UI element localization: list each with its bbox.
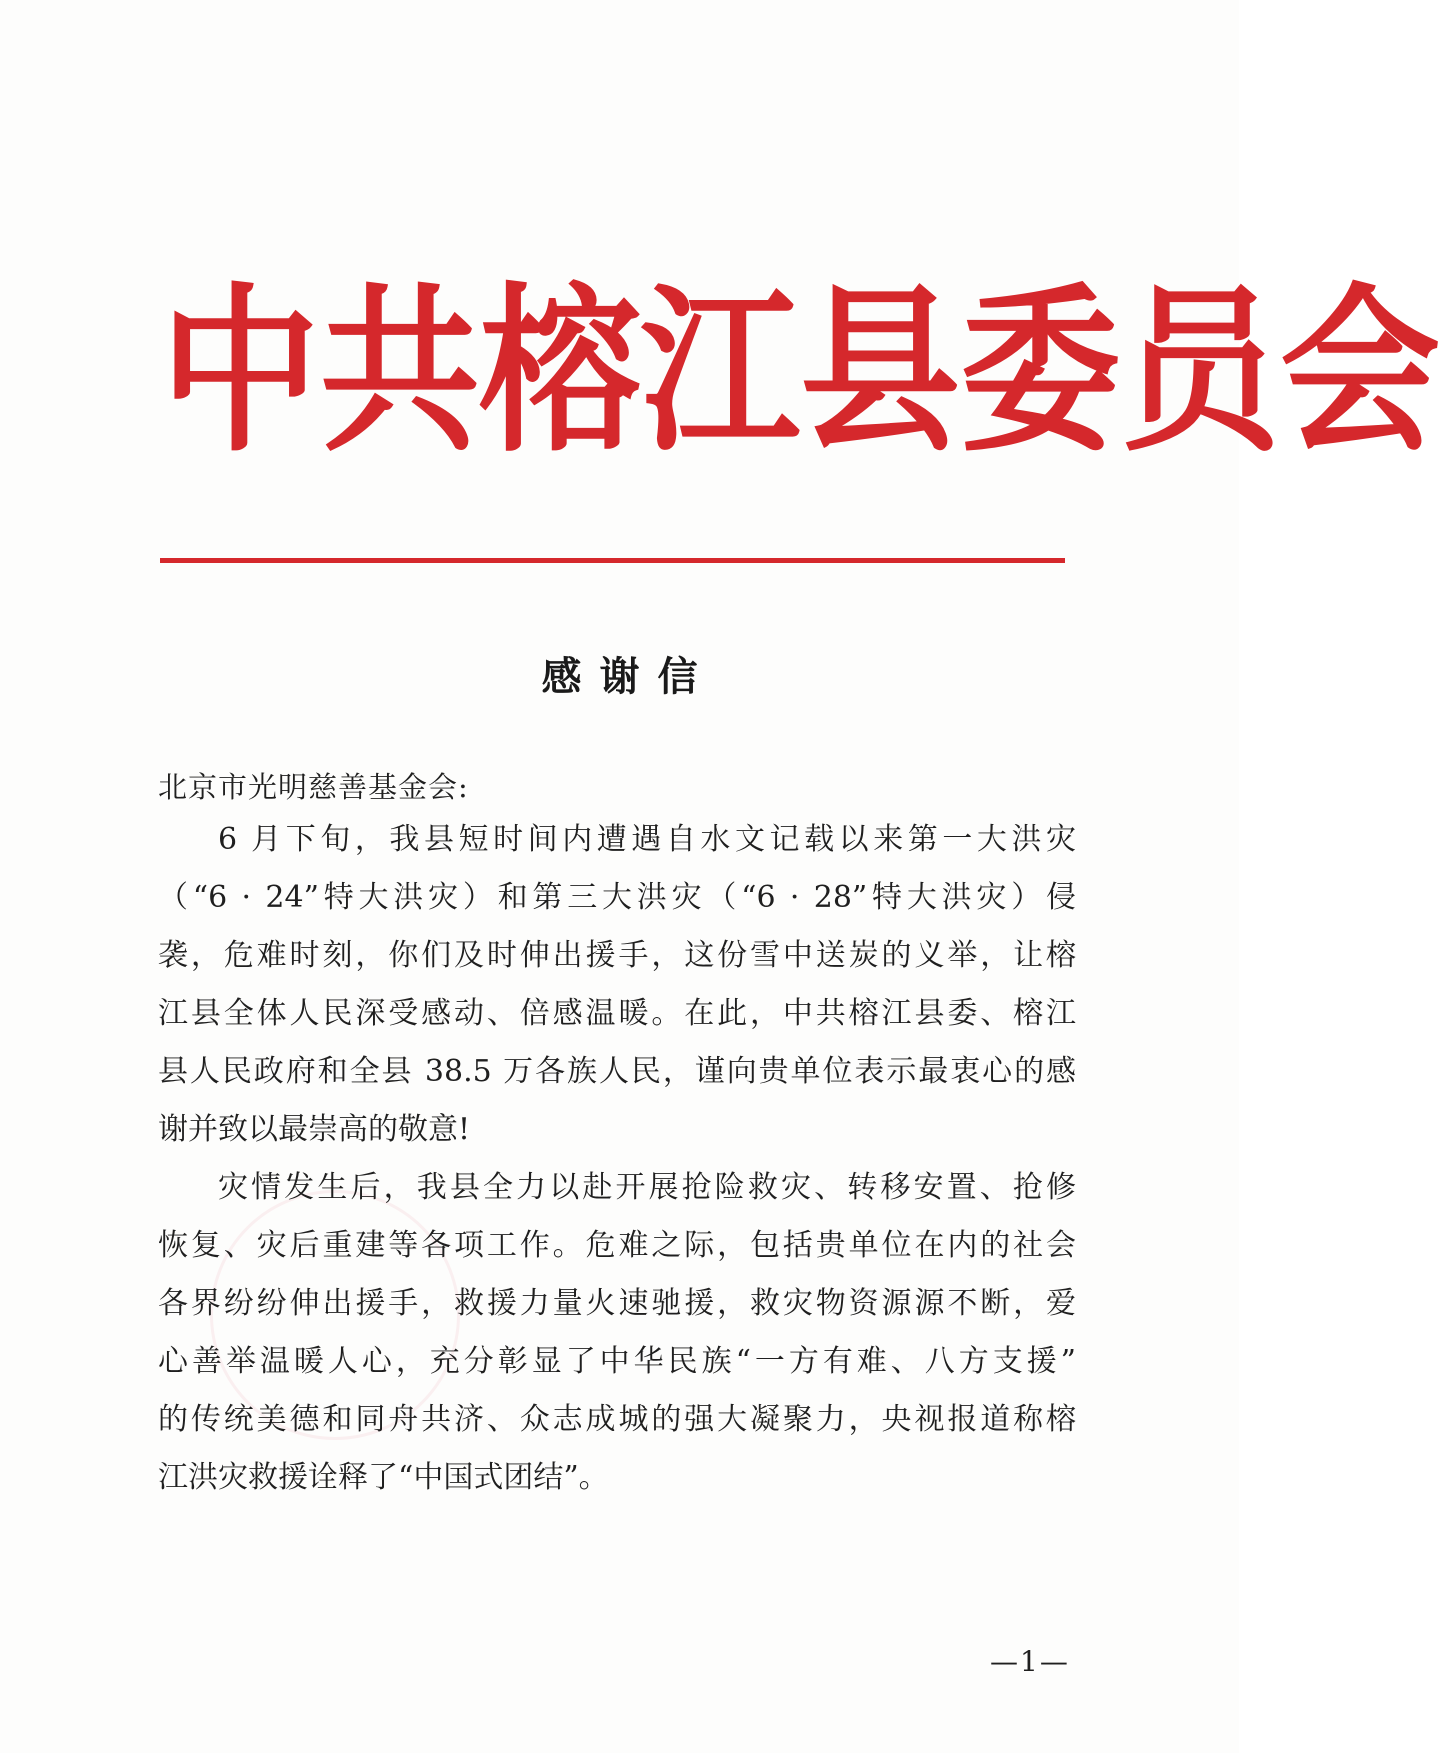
issuer-title-char: 江 bbox=[640, 266, 801, 477]
body-line: 心善举温暖人心，充分彰显了中华民族“一方有难、八方支援” bbox=[158, 1344, 1076, 1379]
issuer-title-char: 县 bbox=[800, 266, 961, 477]
body-line: 县人民政府和全县 38.5 万各族人民，谨向贵单位表示最衷心的感 bbox=[158, 1054, 1076, 1089]
issuer-title-char: 委 bbox=[960, 266, 1121, 477]
body-line: 各界纷纷伸出援手，救援力量火速驰援，救灾物资源源不断，爱 bbox=[158, 1286, 1076, 1321]
body-line: 恢复、灾后重建等各项工作。危难之际，包括贵单位在内的社会 bbox=[158, 1228, 1076, 1263]
body-line: （“6 · 24”特大洪灾）和第三大洪灾（“6 · 28”特大洪灾）侵 bbox=[158, 880, 1076, 915]
header-red-rule bbox=[160, 558, 1065, 563]
salutation: 北京市光明慈善基金会: bbox=[158, 770, 469, 804]
body-line: 谢并致以最崇高的敬意! bbox=[158, 1112, 471, 1147]
issuer-title-char: 会 bbox=[1280, 266, 1440, 477]
body-line: 江洪灾救援诠释了“中国式团结”。 bbox=[158, 1460, 609, 1495]
body-line: 6 月下旬，我县短时间内遭遇自水文记载以来第一大洪灾 bbox=[218, 822, 1076, 857]
issuer-title-char: 榕 bbox=[480, 266, 641, 477]
issuer-title-char: 中 bbox=[160, 266, 321, 477]
issuer-header-title bbox=[160, 260, 1440, 484]
issuer-title-char: 员 bbox=[1120, 266, 1281, 477]
body-line: 灾情发生后，我县全力以赴开展抢险救灾、转移安置、抢修 bbox=[218, 1170, 1076, 1205]
letter-title: 感谢信 bbox=[541, 653, 716, 700]
body-line: 江县全体人民深受感动、倍感温暖。在此，中共榕江县委、榕江 bbox=[158, 996, 1076, 1031]
issuer-title-char: 共 bbox=[320, 266, 481, 477]
page-number: —1— bbox=[990, 1645, 1070, 1678]
body-line: 袭，危难时刻，你们及时伸出援手，这份雪中送炭的义举，让榕 bbox=[158, 938, 1076, 973]
body-line: 的传统美德和同舟共济、众志成城的强大凝聚力，央视报道称榕 bbox=[158, 1402, 1076, 1437]
